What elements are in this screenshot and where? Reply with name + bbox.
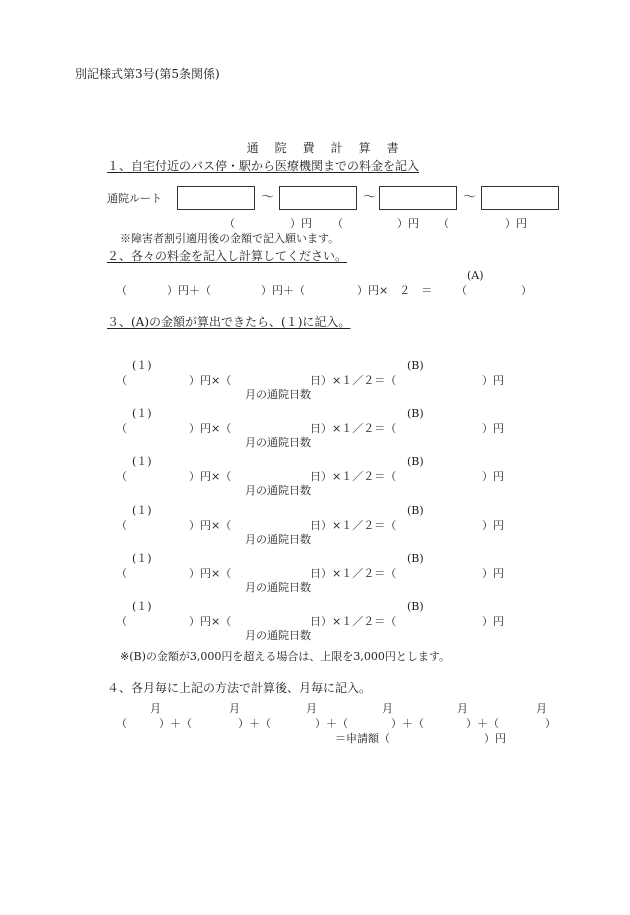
route-fare-box-2[interactable] bbox=[279, 186, 357, 210]
label-b: (B) bbox=[407, 359, 424, 372]
tilde-2: ～ bbox=[363, 190, 377, 205]
days-label: 月の通院日数 bbox=[245, 388, 311, 401]
paren-close: ） bbox=[545, 717, 556, 730]
days-label: 月の通院日数 bbox=[245, 436, 311, 449]
yen-close: ）円 bbox=[482, 374, 504, 387]
label-b: (B) bbox=[407, 504, 424, 517]
section1-heading: １、自宅付近のバス停・駅から医療機関までの料金を記入 bbox=[107, 159, 420, 173]
month-label: 月 bbox=[229, 702, 240, 715]
month-label: 月 bbox=[150, 702, 161, 715]
close-plus: ）＋（ bbox=[238, 717, 271, 730]
tilde-3: ～ bbox=[463, 190, 477, 205]
upper-limit-note: ※(B)の金額が3,000円を超える場合は、上限を3,000円とします。 bbox=[120, 650, 450, 663]
label-1: (１) bbox=[132, 455, 152, 468]
days-half: 日）×１／２＝（ bbox=[310, 567, 397, 580]
days-half: 日）×１／２＝（ bbox=[310, 470, 397, 483]
paren-open: （ bbox=[116, 519, 127, 532]
form-number: 別記様式第3号(第5条関係) bbox=[75, 67, 220, 81]
month-label: 月 bbox=[382, 702, 393, 715]
paren-open: （ bbox=[116, 284, 127, 297]
tilde-1: ～ bbox=[261, 190, 275, 205]
paren-open: （ bbox=[224, 217, 235, 230]
month-label: 月 bbox=[306, 702, 317, 715]
label-b: (B) bbox=[407, 455, 424, 468]
paren-open: （ bbox=[332, 217, 343, 230]
days-label: 月の通院日数 bbox=[245, 533, 311, 546]
close-plus: ）＋（ bbox=[391, 717, 424, 730]
label-a: (A) bbox=[467, 269, 484, 282]
yen-close: ）円 bbox=[482, 567, 504, 580]
discount-note: ※障害者割引適用後の金額で記入願います。 bbox=[120, 232, 340, 245]
yen-times: ）円×（ bbox=[189, 615, 232, 628]
title-char: 院 bbox=[274, 141, 287, 155]
yen-close: ）円 bbox=[484, 732, 506, 745]
application-total: ＝申請額（ bbox=[335, 732, 390, 745]
label-1: (１) bbox=[132, 407, 152, 420]
plus-part: ）円＋（ bbox=[167, 284, 211, 297]
paren-open: （ bbox=[116, 615, 127, 628]
paren-open: （ bbox=[116, 717, 127, 730]
paren-open: （ bbox=[116, 422, 127, 435]
month-label: 月 bbox=[536, 702, 547, 715]
days-half: 日）×１／２＝（ bbox=[310, 615, 397, 628]
yen-close: ）円 bbox=[482, 422, 504, 435]
title-char: 算 bbox=[358, 141, 371, 155]
days-half: 日）×１／２＝（ bbox=[310, 519, 397, 532]
yen-times: ）円×（ bbox=[189, 567, 232, 580]
close-plus: ）＋（ bbox=[315, 717, 348, 730]
paren-open: （ bbox=[116, 470, 127, 483]
yen-times: ）円×（ bbox=[189, 519, 232, 532]
month-label: 月 bbox=[457, 702, 468, 715]
route-label: 通院ルート bbox=[107, 192, 162, 205]
paren-open: （ bbox=[116, 374, 127, 387]
paren-close: ） bbox=[521, 284, 532, 297]
route-fare-box-4[interactable] bbox=[481, 186, 559, 210]
label-b: (B) bbox=[407, 600, 424, 613]
route-fare-box-1[interactable] bbox=[177, 186, 255, 210]
label-1: (１) bbox=[132, 359, 152, 372]
days-half: 日）×１／２＝（ bbox=[310, 374, 397, 387]
days-half: 日）×１／２＝（ bbox=[310, 422, 397, 435]
paren-open: （ bbox=[438, 217, 449, 230]
title-char: 書 bbox=[386, 141, 399, 155]
paren-open: （ bbox=[116, 567, 127, 580]
section3-heading: ３、(A)の金額が算出できたら、(１)に記入。 bbox=[107, 315, 351, 329]
close-plus: ）＋（ bbox=[159, 717, 192, 730]
yen-close: ）円 bbox=[482, 470, 504, 483]
label-b: (B) bbox=[407, 407, 424, 420]
yen-close: ）円 bbox=[505, 217, 527, 230]
plus-part: ）円＋（ bbox=[261, 284, 305, 297]
yen-times: ）円×（ bbox=[189, 470, 232, 483]
label-b: (B) bbox=[407, 552, 424, 565]
page-title bbox=[231, 130, 407, 154]
yen-close: ）円 bbox=[397, 217, 419, 230]
section4-heading: ４、各月毎に上記の方法で計算後、月毎に記入。 bbox=[107, 681, 372, 695]
label-1: (１) bbox=[132, 600, 152, 613]
times-two: ）円× ２ ＝ bbox=[357, 284, 433, 297]
section2-heading: ２、各々の料金を記入し計算してください。 bbox=[107, 249, 348, 263]
days-label: 月の通院日数 bbox=[245, 629, 311, 642]
days-label: 月の通院日数 bbox=[245, 581, 311, 594]
label-1: (１) bbox=[132, 504, 152, 517]
route-fare-box-3[interactable] bbox=[379, 186, 457, 210]
yen-times: ）円×（ bbox=[189, 374, 232, 387]
yen-times: ）円×（ bbox=[189, 422, 232, 435]
label-1: (１) bbox=[132, 552, 152, 565]
paren-open: （ bbox=[456, 284, 467, 297]
yen-close: ）円 bbox=[290, 217, 312, 230]
title-char: 計 bbox=[330, 141, 343, 155]
days-label: 月の通院日数 bbox=[245, 484, 311, 497]
yen-close: ）円 bbox=[482, 615, 504, 628]
yen-close: ）円 bbox=[482, 519, 504, 532]
title-char: 通 bbox=[246, 141, 259, 155]
title-char: 費 bbox=[302, 141, 315, 155]
close-plus: ）＋（ bbox=[466, 717, 499, 730]
